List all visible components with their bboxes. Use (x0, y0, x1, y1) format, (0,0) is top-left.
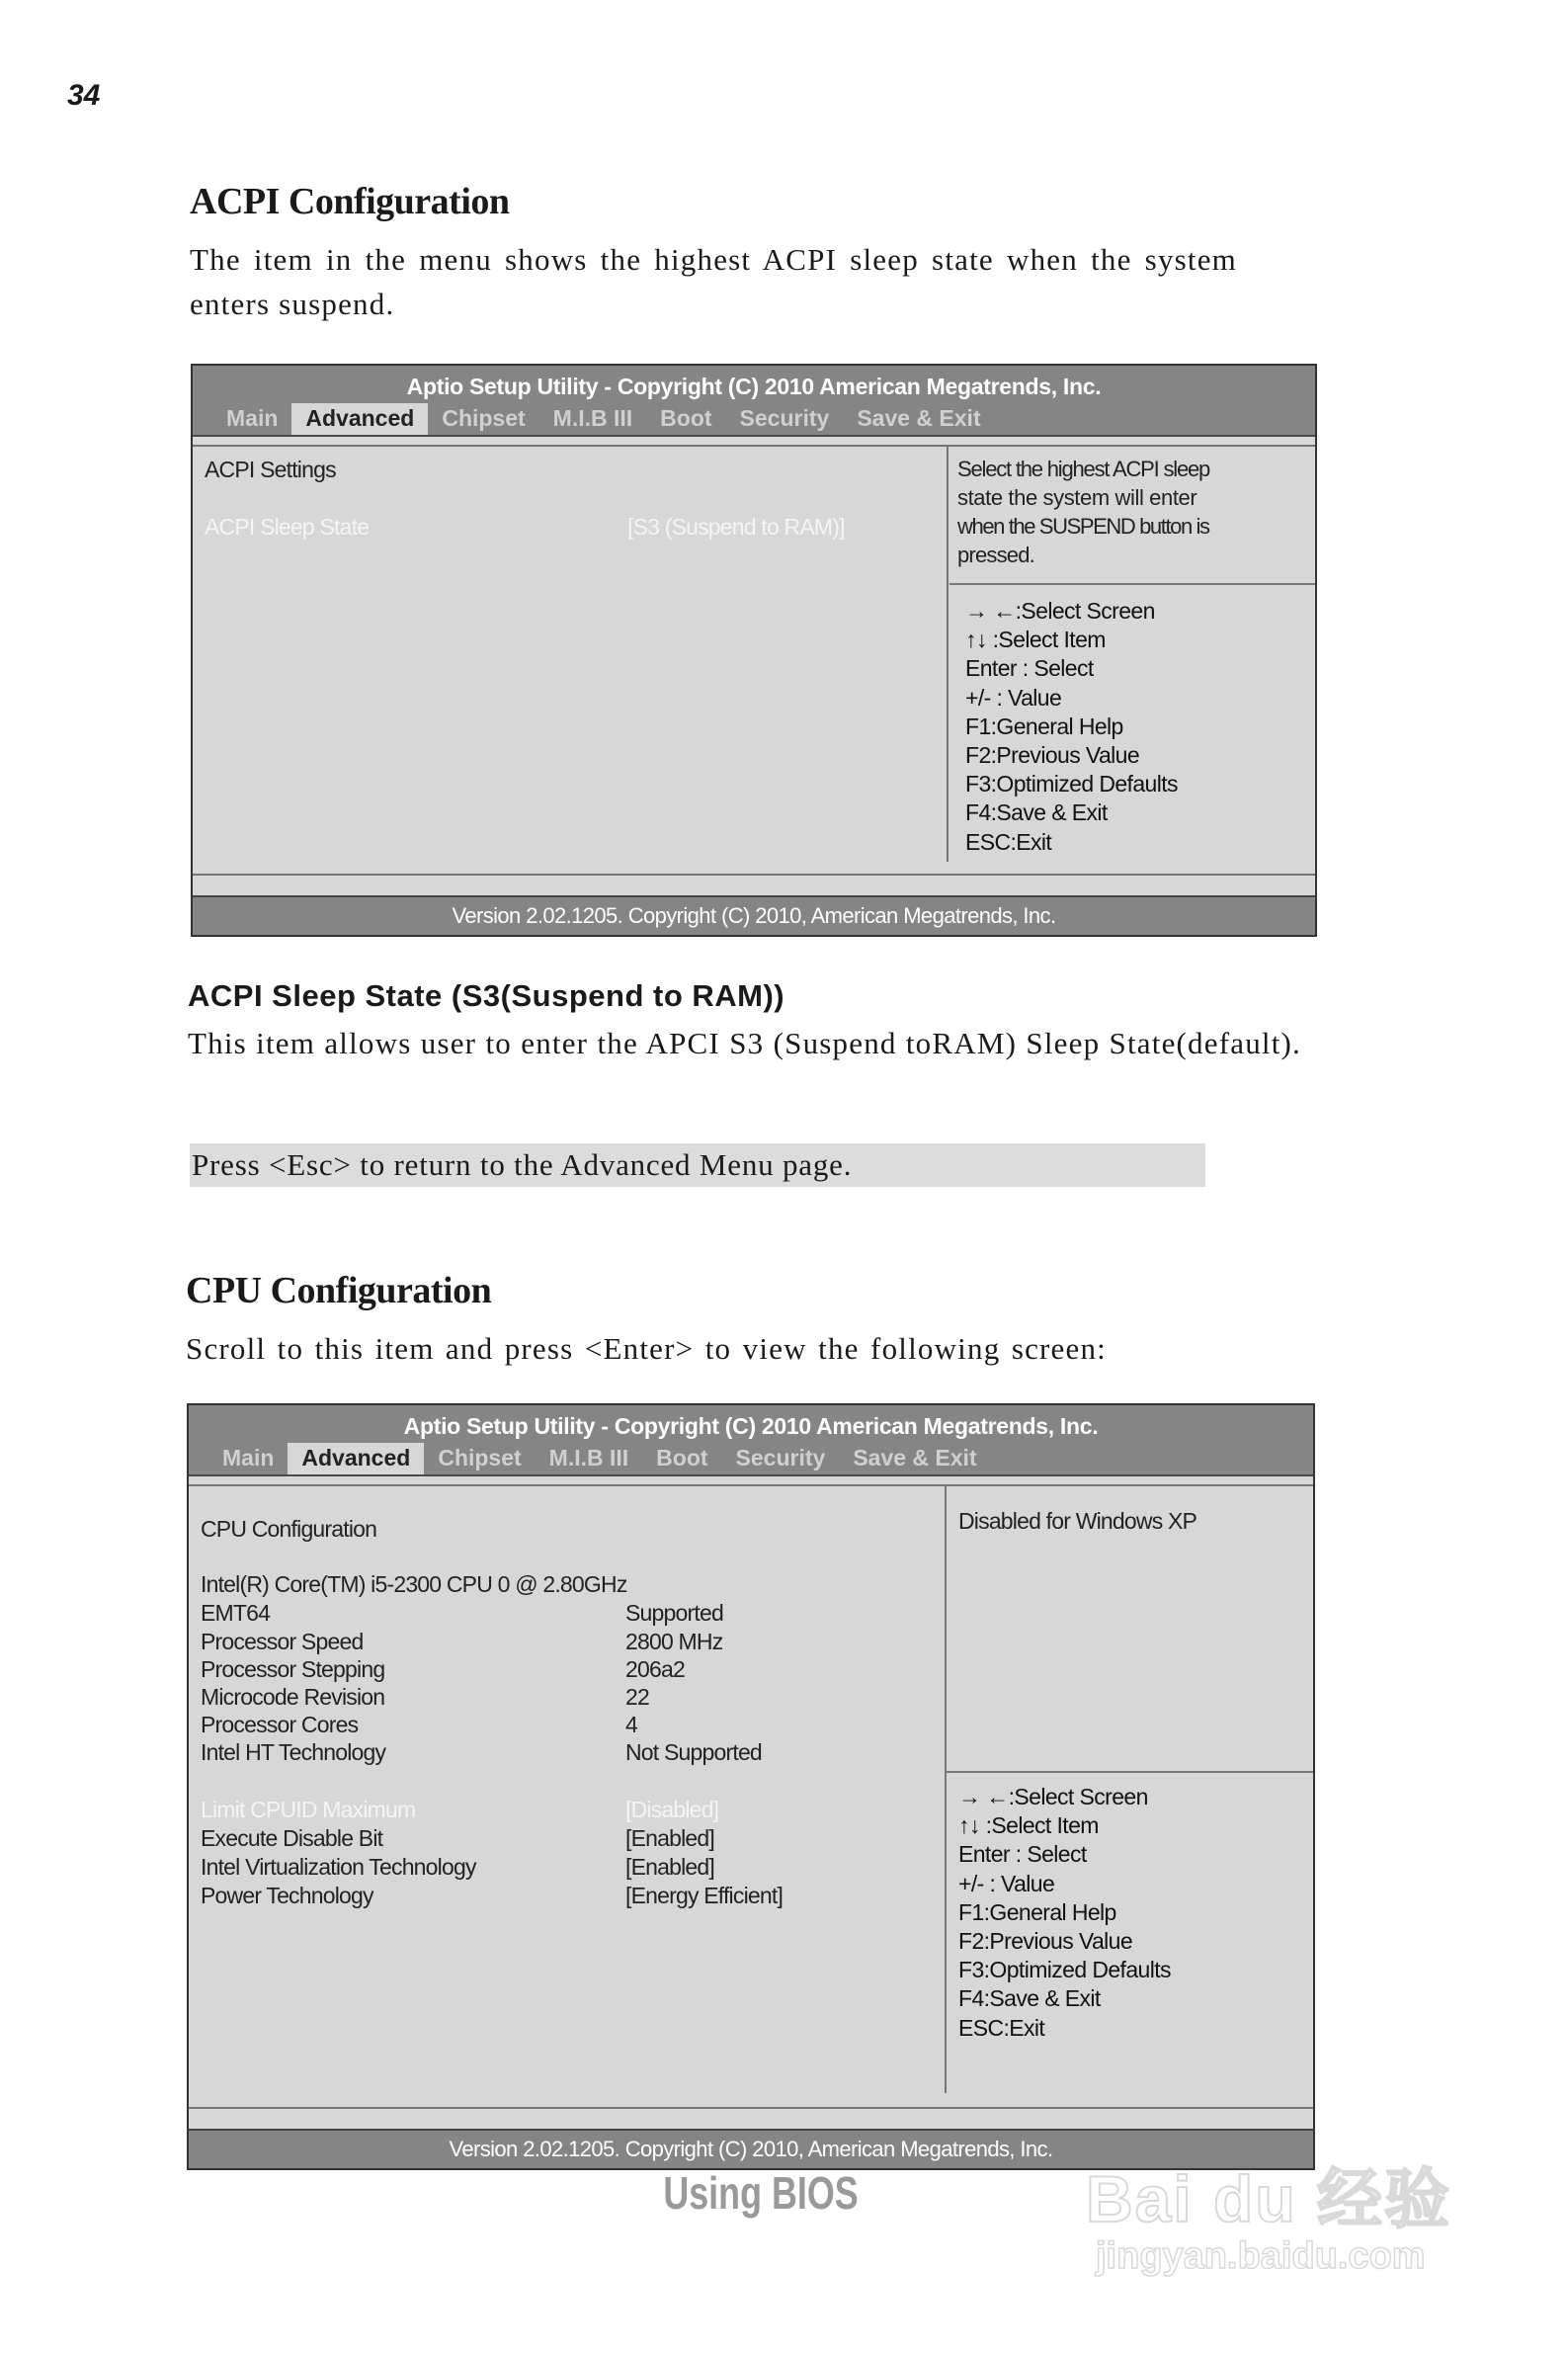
tab-advanced[interactable]: Advanced (291, 403, 428, 435)
key-select-screen: → ←:Select Screen (958, 1784, 1148, 1809)
help-line: when the SUSPEND button is (957, 514, 1209, 539)
key-enter: Enter : Select (958, 1841, 1087, 1868)
option-value-virtualization[interactable]: [Enabled] (625, 1854, 714, 1880)
info-value-microcode: 22 (625, 1684, 649, 1710)
acpi-heading: ACPI Configuration (190, 181, 510, 222)
option-value-power-tech[interactable]: [Energy Efficient] (625, 1883, 784, 1908)
cpu-intro: Scroll to this item and press <Enter> to view the following screen: (186, 1331, 1107, 1366)
key-value: +/- : Value (958, 1870, 1055, 1896)
bios-help-pane (949, 447, 1315, 862)
acpi-intro-line2: enters suspend. (190, 287, 395, 321)
option-label-limit-cpuid[interactable]: Limit CPUID Maximum (201, 1797, 416, 1822)
key-f1: F1:General Help (958, 1898, 1116, 1925)
section-label: CPU Configuration (201, 1516, 377, 1542)
key-f4: F4:Save & Exit (965, 799, 1108, 826)
esc-note: Press <Esc> to return to the Advanced Menu page. (190, 1143, 1205, 1187)
key-enter: Enter : Select (965, 655, 1094, 682)
key-select-item: ↑↓ :Select Item (958, 1812, 1099, 1839)
tab-main[interactable]: Main (226, 405, 279, 431)
key-f3: F3:Optimized Defaults (965, 771, 1178, 798)
sleep-state-description: This item allows user to enter the APCI S3 (Suspend toRAM) Sleep State(default). (188, 1026, 1301, 1060)
info-label-speed: Processor Speed (201, 1629, 364, 1654)
key-f1: F1:General Help (965, 713, 1123, 739)
acpi-bios-screen (191, 364, 1317, 937)
tab-boot[interactable]: Boot (660, 405, 712, 431)
acpi-sleep-state-label[interactable]: ACPI Sleep State (205, 514, 370, 540)
tab-chipset[interactable]: Chipset (438, 1445, 522, 1471)
key-legend (958, 1783, 1171, 2043)
watermark-url: jingyan.baidu.com (1096, 2235, 1426, 2277)
tab-boot[interactable]: Boot (656, 1445, 708, 1471)
bios-settings-pane (189, 1486, 947, 2093)
chapter-footer-title: Using BIOS (663, 2167, 859, 2219)
info-label-emt64: EMT64 (201, 1600, 271, 1626)
section-label: ACPI Settings (205, 457, 336, 482)
bios-footer: Version 2.02.1205. Copyright (C) 2010, American Megatrends, Inc. (189, 2129, 1313, 2168)
option-value-limit-cpuid[interactable]: [Disabled] (625, 1797, 719, 1822)
bios-header (189, 1405, 1313, 1476)
bios-body (193, 445, 1315, 862)
help-line: pressed. (957, 543, 1034, 567)
tab-save-exit[interactable]: Save & Exit (853, 1445, 977, 1471)
bios-footer: Version 2.02.1205. Copyright (C) 2010, American Megatrends, Inc. (193, 895, 1315, 935)
key-value: +/- : Value (965, 684, 1062, 711)
info-label-ht: Intel HT Technology (201, 1739, 386, 1765)
info-value-ht: Not Supported (625, 1739, 762, 1765)
help-line: Select the highest ACPI sleep (957, 457, 1210, 481)
option-label-power-tech[interactable]: Power Technology (201, 1883, 373, 1908)
key-select-screen: → ←:Select Screen (965, 598, 1155, 624)
bios-tab-bar (208, 1443, 991, 1474)
info-label-cores: Processor Cores (201, 1712, 359, 1737)
bios-header (193, 366, 1315, 437)
bios-settings-pane (193, 447, 949, 862)
option-value-execute-disable[interactable]: [Enabled] (625, 1825, 714, 1851)
bios-help-pane (945, 1486, 1313, 2093)
tab-mib[interactable]: M.I.B III (548, 1445, 629, 1471)
key-select-item: ↑↓ :Select Item (965, 627, 1106, 653)
info-value-emt64: Supported (625, 1600, 723, 1626)
info-label-microcode: Microcode Revision (201, 1684, 385, 1710)
bios-footer-strip (193, 874, 1315, 897)
tab-mib[interactable]: M.I.B III (552, 405, 633, 431)
cpu-name: Intel(R) Core(TM) i5-2300 CPU 0 @ 2.80GHz (201, 1571, 627, 1597)
acpi-sleep-state-value[interactable]: [S3 (Suspend to RAM)] (627, 514, 845, 540)
key-f3: F3:Optimized Defaults (958, 1957, 1171, 1983)
key-esc: ESC:Exit (965, 828, 1052, 855)
baidu-watermark (1086, 2127, 1461, 2305)
info-value-cores: 4 (625, 1712, 637, 1737)
bios-body (189, 1484, 1313, 2093)
bios-title: Aptio Setup Utility - Copyright (C) 2010 American Megatrends, Inc. (403, 1413, 1099, 1439)
option-label-execute-disable[interactable]: Execute Disable Bit (201, 1825, 383, 1851)
help-text-box (945, 1486, 1313, 1773)
cpu-heading: CPU Configuration (186, 1270, 492, 1311)
watermark-logo: Bai du 经验 (1086, 2162, 1452, 2235)
key-esc: ESC:Exit (958, 2014, 1045, 2041)
sleep-state-heading: ACPI Sleep State (S3(Suspend to RAM)) (188, 978, 785, 1013)
key-f4: F4:Save & Exit (958, 1985, 1101, 2012)
bios-title: Aptio Setup Utility - Copyright (C) 2010 American Megatrends, Inc. (406, 374, 1102, 399)
tab-security[interactable]: Security (735, 1445, 826, 1471)
help-text-box (949, 447, 1315, 585)
option-label-virtualization[interactable]: Intel Virtualization Technology (201, 1854, 476, 1880)
tab-main[interactable]: Main (222, 1445, 275, 1471)
tab-chipset[interactable]: Chipset (442, 405, 526, 431)
info-value-stepping: 206a2 (625, 1656, 685, 1682)
tab-save-exit[interactable]: Save & Exit (857, 405, 981, 431)
acpi-intro-line1: The item in the menu shows the highest ACPI sleep state when the system (190, 242, 1237, 277)
info-value-speed: 2800 MHz (625, 1629, 723, 1654)
page-number: 34 (67, 79, 101, 112)
cpu-bios-screen (187, 1403, 1315, 2170)
tab-advanced[interactable]: Advanced (288, 1443, 424, 1474)
key-f2: F2:Previous Value (965, 742, 1140, 769)
key-legend (965, 597, 1178, 857)
bios-tab-bar (212, 403, 995, 435)
tab-security[interactable]: Security (739, 405, 830, 431)
help-line: Disabled for Windows XP (958, 1508, 1197, 1534)
help-line: state the system will enter (957, 485, 1197, 510)
key-f2: F2:Previous Value (958, 1928, 1133, 1955)
info-label-stepping: Processor Stepping (201, 1656, 385, 1682)
